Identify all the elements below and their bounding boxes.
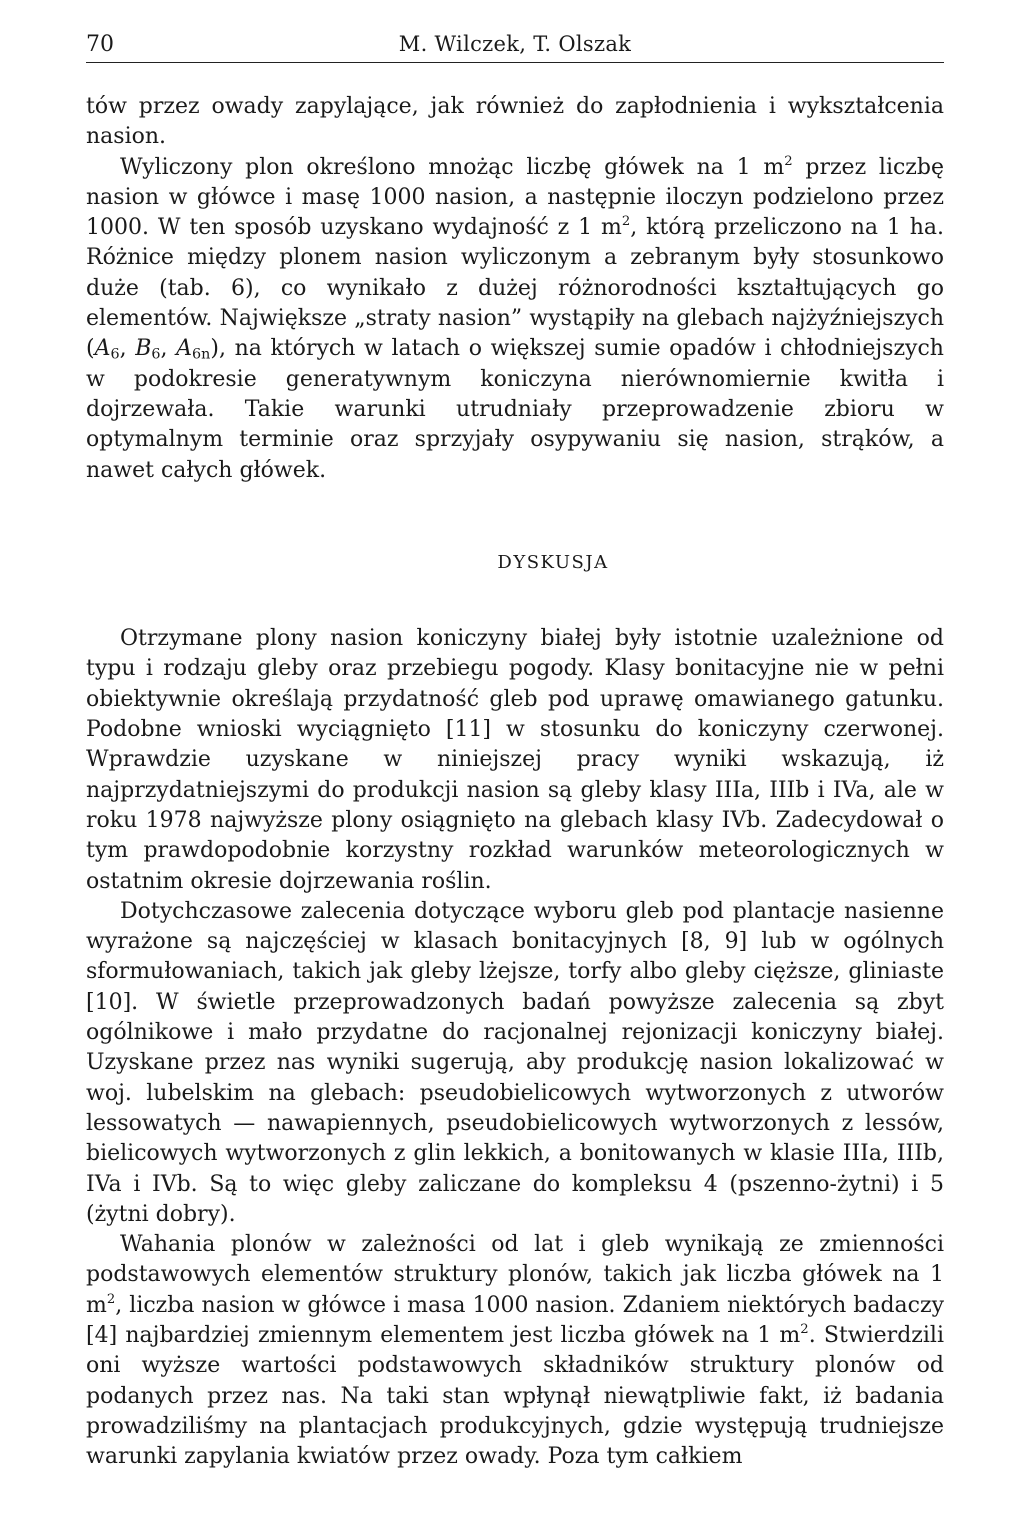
paragraph-continued [86, 92, 944, 153]
paragraph-discussion-2 [86, 897, 944, 1230]
soil-symbol: B [135, 336, 152, 362]
paragraph-yield-calculation [86, 153, 944, 486]
page-number: 70 [86, 32, 114, 57]
section-heading-dyskusja: DYSKUSJA [497, 551, 609, 573]
superscript: 2 [784, 153, 793, 169]
subscript: 6 [110, 346, 120, 363]
text-segment: , liczba nasion w główce i masa 1000 nasion. Zdaniem niektórych badaczy [4] najbardziej zmiennym elementem jest liczba główek na 1 m [86, 1292, 944, 1348]
paragraph-discussion-3 [86, 1230, 944, 1472]
soil-symbol: A [94, 336, 111, 362]
soil-symbol: A [176, 336, 193, 362]
text-segment: przez liczbę nasion w główce i masę 1000 nasion, a następnie iloczyn podzielono przez 1000. W ten sposób uzyskano wydajność z 1 m [86, 154, 945, 241]
superscript: 2 [800, 1321, 809, 1337]
superscript: 2 [106, 1291, 116, 1307]
subscript: 6n [192, 346, 211, 363]
text-segment: , którą przeliczono na 1 ha. Różnice między plonem nasion wyliczonym a zebranym były stosunkowo duże (tab. 6), co wynikało z dużej różnorodności kształtujących go elementów. Największe „straty nasion” wystąpiły na glebach najżyźniejszych ( [86, 215, 944, 362]
text-segment: Wyliczony plon określono mnożąc liczbę główek na 1 m [120, 154, 785, 180]
separator: , [160, 336, 177, 362]
text-segment: ), na których w latach o większej sumie opadów i chłodniejszych w podokresie generatywnym koniczyna nierównomiernie kwitła i dojrzewała. Takie warunki utrudniały przeprowadzenie zbioru w optymalnym terminie oraz sprzyjały osypywaniu się nasion, strąków, a nawet całych główek. [86, 336, 944, 483]
separator: , [119, 336, 136, 362]
page-header [86, 30, 944, 63]
subscript: 6 [151, 346, 161, 363]
text-segment: Wahania plonów w zależności od lat i gleb wynikają ze zmienności podstawowych elementów struktury plonów, takich jak liczba główek na 1 m [86, 1232, 944, 1318]
superscript: 2 [621, 213, 631, 229]
text-segment: . Stwierdzili oni wyższe wartości podstawowych składników struktury plonów od podanych przez nas. Na taki stan wpłynął niewątpliwie fakt, iż badania prowadziliśmy na plantacjach produkcyjnych, gdzie występują trudniejsze warunki zapylania kwiatów przez owady. Poza tym całkiem [86, 1322, 944, 1470]
paragraph-text: Dotychczasowe zalecenia dotyczące wyboru gleb pod plantacje nasienne wyrażone są najczęściej w klasach bonitacyjnych [8, 9] lub w ogólnych sformułowaniach, takich jak gleby lżejsze, torfy albo gleby cięższe, gliniaste [10]. W świetle przeprowadzonych badań powyższe zalecenia są zbyt ogólnikowe i mało przydatne do racjonalnej rejonizacji koniczyny białej. Uzyskane przez nas wyniki sugerują, aby produkcję nasion lokalizować w woj. lubelskim na glebach: pseudobielicowych wytworzonych z utworów lessowatych — nawapiennych, pseudobielicowych wytworzonych z lessów, bielicowych wytworzonych z glin lekkich, a bonitowanych w klasie IIIa, IIIb, IVa i IVb. Są to więc gleby zaliczane do kompleksu 4 (pszenno-żytni) i 5 (żytni dobry). [86, 898, 944, 1227]
paragraph-text: Otrzymane plony nasion koniczyny białej były istotnie uzależnione od typu i rodzaju gleby oraz przebiegu pogody. Klasy bonitacyjne nie w pełni obiektywnie określają przydatność gleb pod uprawę omawianego gatunku. Podobne wnioski wyciągnięto [11] w stosunku do koniczyny czerwonej. Wprawdzie uzyskane w niniejszej pracy wyniki wskazują, iż najprzydatniejszymi do produkcji nasion są gleby klasy IIIa, IIIb i IVa, ale w roku 1978 najwyższe plony osiągnięto na glebach klasy IVb. Zadecydował o tym prawdopodobnie korzystny rozkład warunków meteorologicznych w ostatnim okresie dojrzewania roślin. [86, 626, 944, 894]
paragraph-discussion-1 [86, 624, 944, 897]
running-head-authors: M. Wilczek, T. Olszak [398, 32, 632, 56]
paragraph-text: tów przez owady zapylające, jak również do zapłodnienia i wykształcenia nasion. [86, 94, 944, 150]
article-body [86, 92, 944, 1472]
